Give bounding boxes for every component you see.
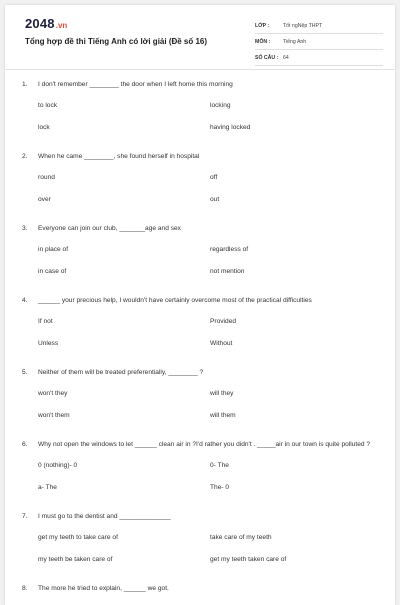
- option-grid: [5, 378, 395, 422]
- question-number: 2.: [22, 153, 28, 160]
- question-number: 6.: [22, 441, 28, 448]
- question-item: [5, 439, 395, 494]
- answer-option[interactable]: locking: [210, 102, 231, 109]
- meta-value: 64: [283, 54, 289, 61]
- logo-suffix: .vn: [55, 21, 68, 30]
- meta-value: Tốt ngNệp THPT: [283, 22, 323, 29]
- logo-number: 2048: [25, 16, 55, 31]
- question-number: 8.: [22, 585, 28, 592]
- answer-option[interactable]: The- 0: [210, 484, 230, 491]
- answer-option[interactable]: won't they: [38, 390, 68, 397]
- question-stem: [5, 583, 395, 594]
- option-grid: [5, 162, 395, 206]
- site-logo[interactable]: [25, 16, 67, 31]
- answer-option[interactable]: get my teeth to take care of: [38, 534, 118, 541]
- answer-option[interactable]: get my teeth taken care of: [210, 556, 287, 563]
- meta-key: MÔN :: [255, 38, 271, 45]
- question-stem: [5, 511, 395, 522]
- question-stem: [5, 151, 395, 162]
- question-text: Everyone can join our club, _______age and sex: [38, 225, 181, 232]
- question-text: I don't remember ________ the door when I left home this morning: [38, 81, 233, 88]
- document-page: [5, 5, 395, 605]
- question-text: Neither of them will be treated preferentially, ________ ?: [38, 369, 204, 376]
- answer-option[interactable]: 0 (nothing)- 0: [38, 462, 78, 469]
- answer-option[interactable]: will they: [210, 390, 234, 397]
- question-text: When he came ________, she found herself in hospital: [38, 153, 200, 160]
- answer-option[interactable]: having locked: [210, 124, 251, 131]
- answer-option[interactable]: 0- The: [210, 462, 229, 469]
- question-item: [5, 223, 395, 278]
- answer-option[interactable]: in place of: [38, 246, 69, 253]
- option-grid: [5, 234, 395, 278]
- answer-option[interactable]: regardless of: [210, 246, 249, 253]
- answer-option[interactable]: Unless: [38, 340, 59, 347]
- question-text: ______ your precious help, I wouldn't have certainly overcome most of the practical difficulties: [38, 297, 312, 304]
- question-stem: [5, 295, 395, 306]
- question-number: 4.: [22, 297, 28, 304]
- answer-option[interactable]: Provided: [210, 318, 237, 325]
- question-item: [5, 79, 395, 134]
- question-text: The more he tried to explain, ______ we got.: [38, 585, 169, 592]
- question-item: [5, 583, 395, 594]
- meta-row-subject: [255, 34, 383, 50]
- answer-option[interactable]: won't them: [38, 412, 70, 419]
- document-header: [5, 5, 395, 70]
- answer-option[interactable]: out: [210, 196, 220, 203]
- document-title: Tổng hợp đề thi Tiếng Anh có lời giải (Đề số 16): [25, 37, 208, 46]
- question-stem: [5, 79, 395, 90]
- answer-option[interactable]: my teeth be taken care of: [38, 556, 113, 563]
- answer-option[interactable]: lock: [38, 124, 50, 131]
- question-number: 3.: [22, 225, 28, 232]
- question-item: [5, 151, 395, 206]
- answer-option[interactable]: to lock: [38, 102, 58, 109]
- meta-row-count: [255, 50, 383, 66]
- answer-option[interactable]: in case of: [38, 268, 67, 275]
- answer-option[interactable]: not mention: [210, 268, 245, 275]
- meta-row-class: [255, 18, 383, 34]
- question-item: [5, 511, 395, 566]
- question-stem: [5, 367, 395, 378]
- question-number: 5.: [22, 369, 28, 376]
- meta-info: [255, 18, 383, 66]
- answer-option[interactable]: round: [38, 174, 55, 181]
- question-item: [5, 295, 395, 350]
- question-text: Why not open the windows to let ______ clean air in ?I'd rather you didn't . _____air in our town is quite polluted ?: [38, 441, 371, 448]
- answer-option[interactable]: Without: [210, 340, 233, 347]
- answer-option[interactable]: take care of my teeth: [210, 534, 272, 541]
- question-stem: [5, 439, 395, 450]
- option-grid: [5, 450, 395, 494]
- meta-key: SỐ CÂU :: [255, 54, 279, 61]
- question-number: 7.: [22, 513, 28, 520]
- question-item: [5, 367, 395, 422]
- meta-key: LỚP :: [255, 22, 270, 29]
- option-grid: [5, 90, 395, 134]
- question-stem: [5, 223, 395, 234]
- answer-option[interactable]: If not: [38, 318, 53, 325]
- answer-option[interactable]: off: [210, 174, 218, 181]
- option-grid: [5, 522, 395, 566]
- option-grid: [5, 306, 395, 350]
- question-text: I must go to the dentist and ______________: [38, 513, 171, 520]
- answer-option[interactable]: a- The: [38, 484, 57, 491]
- meta-value: Tiếng Anh: [283, 38, 307, 45]
- answer-option[interactable]: over: [38, 196, 51, 203]
- question-list: [5, 79, 395, 594]
- answer-option[interactable]: will them: [210, 412, 236, 419]
- question-number: 1.: [22, 81, 28, 88]
